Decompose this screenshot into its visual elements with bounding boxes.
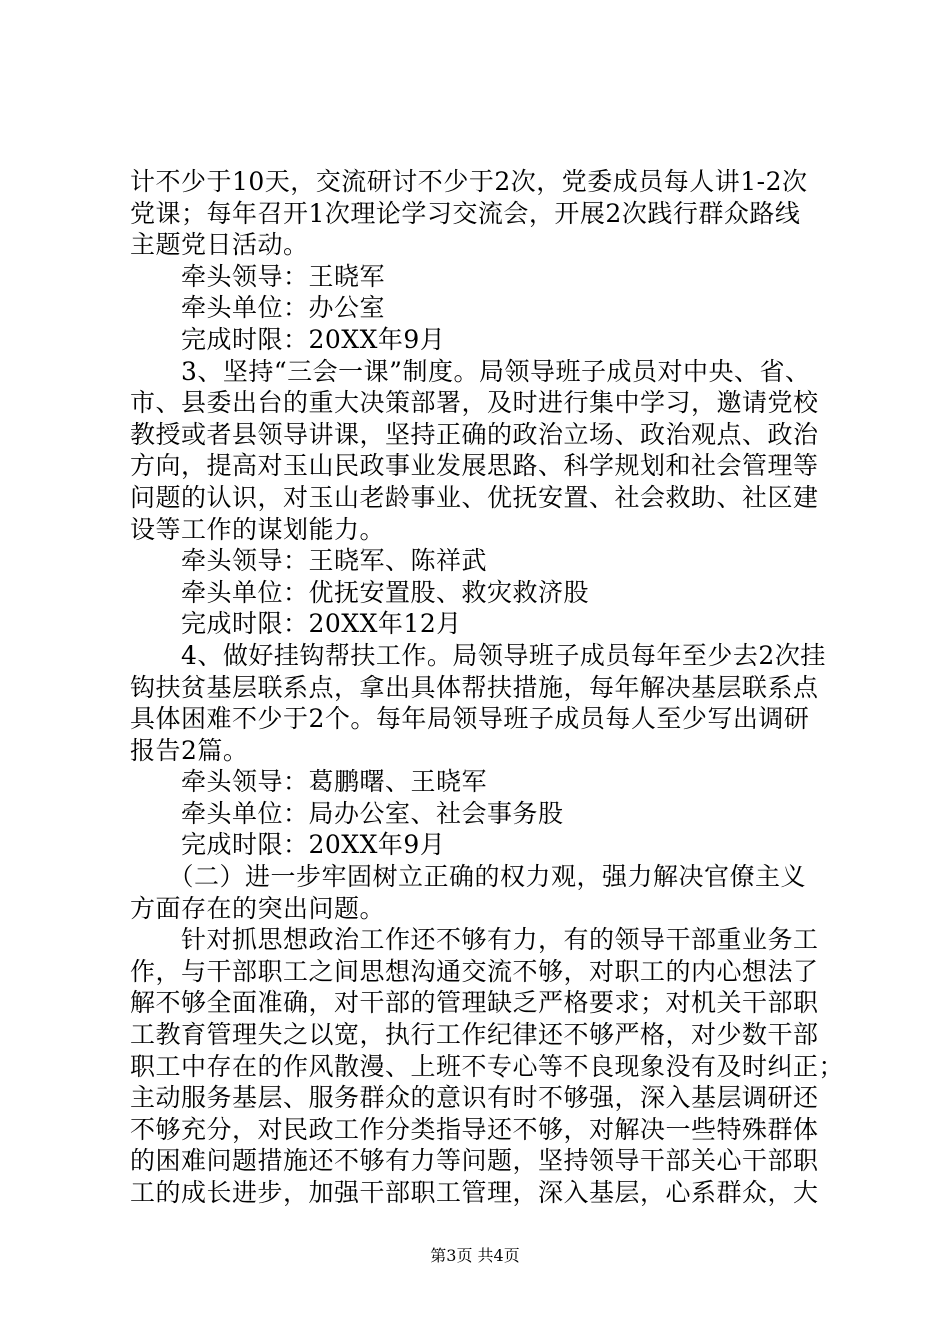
- text-line: （二）进一步牢固树立正确的权力观，强力解决官僚主义: [130, 862, 807, 892]
- text-line: 工的成长进步，加强干部职工管理，深入基层，心系群众，大: [130, 1178, 819, 1207]
- text-line: 3、坚持“三会一课”制度。局领导班子成员对中央、省、: [130, 356, 811, 386]
- text-line: 针对抓思想政治工作还不够有力，有的领导干部重业务工: [130, 925, 819, 955]
- text-line: 钩扶贫基层联系点，拿出具体帮扶措施，每年解决基层联系点: [130, 672, 819, 702]
- text-line: 牵头领导：王晓军: [130, 261, 386, 291]
- text-line: 具体困难不少于2个。每年局领导班子成员每人至少写出调研: [130, 704, 810, 734]
- text-line: 牵头领导：王晓军、陈祥武: [130, 546, 488, 576]
- text-line: 党课；每年召开1次理论学习交流会，开展2次践行群众路线: [130, 198, 801, 228]
- page-number-label: 第3页 共4页: [430, 1246, 520, 1265]
- text-line: 作，与干部职工之间思想沟通交流不够，对职工的内心想法了: [130, 956, 819, 986]
- text-line: 职工中存在的作风散漫、上班不专心等不良现象没有及时纠正；: [130, 1051, 845, 1081]
- text-line: 完成时限：20XX年12月: [130, 609, 462, 639]
- text-line: 报告2篇。: [130, 735, 249, 765]
- text-line: 牵头领导：葛鹏曙、王晓军: [130, 767, 488, 797]
- text-line: 不够充分，对民政工作分类指导还不够，对解决一些特殊群体: [130, 1114, 819, 1144]
- text-line: 牵头单位：局办公室、社会事务股: [130, 798, 564, 828]
- text-line: 完成时限：20XX年9月: [130, 324, 446, 354]
- text-line: 牵头单位：优抚安置股、救灾救济股: [130, 577, 590, 607]
- text-line: 解不够全面准确，对干部的管理缺乏严格要求；对机关干部职: [130, 988, 819, 1018]
- document-body: [130, 166, 850, 1209]
- text-line: 的困难问题措施还不够有力等问题，坚持领导干部关心干部职: [130, 1146, 819, 1176]
- text-line: 4、做好挂钩帮扶工作。局领导班子成员每年至少去2次挂: [130, 640, 826, 670]
- text-line: 教授或者县领导讲课，坚持正确的政治立场、政治观点、政治: [130, 419, 819, 449]
- text-line: 设等工作的谋划能力。: [130, 514, 386, 544]
- text-line: 工教育管理失之以宽，执行工作纪律还不够严格，对少数干部: [130, 1020, 819, 1050]
- page-footer: [0, 1246, 950, 1266]
- text-line: 计不少于10天，交流研讨不少于2次，党委成员每人讲1-2次: [130, 167, 808, 196]
- text-line: 完成时限：20XX年9月: [130, 830, 446, 860]
- text-line: 问题的认识，对玉山老龄事业、优抚安置、社会救助、社区建: [130, 482, 819, 512]
- text-line: 市、县委出台的重大决策部署，及时进行集中学习，邀请党校: [130, 388, 819, 418]
- text-line: 方向，提高对玉山民政事业发展思路、科学规划和社会管理等: [130, 451, 819, 481]
- text-line: 方面存在的突出问题。: [130, 893, 386, 923]
- text-line: 牵头单位：办公室: [130, 293, 386, 323]
- text-line: 主题党日活动。: [130, 230, 309, 260]
- text-line: 主动服务基层、服务群众的意识有时不够强，深入基层调研还: [130, 1083, 819, 1113]
